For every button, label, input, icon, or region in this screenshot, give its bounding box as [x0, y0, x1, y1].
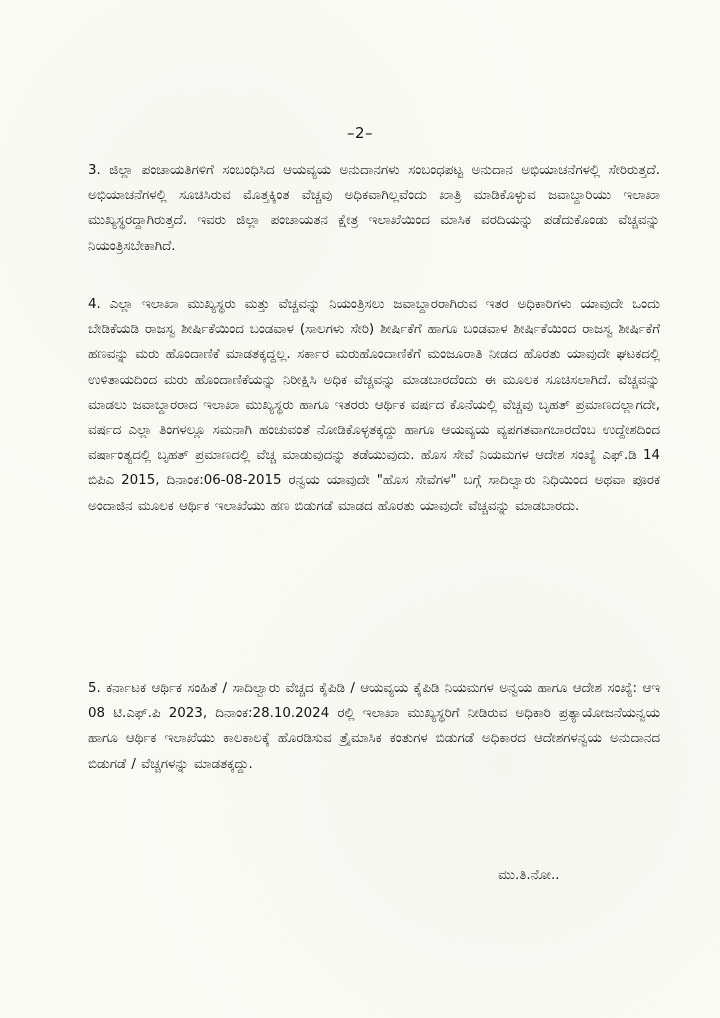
continued-note: ಮು.ತಿ.ನೋ.. — [498, 868, 560, 883]
page-number: –2– — [346, 124, 374, 142]
paragraph-3: 3. ಜಿಲ್ಲಾ ಪಂಚಾಯತಿಗಳಿಗೆ ಸಂಬಂಧಿಸಿದ ಆಯವ್ಯಯ ಅನುದಾನಗಳು ಸಂಬಂಧಪಟ್ಟ ಅನುದಾನ ಅಭಿಯಾಚನೆಗಳಲ್ಲಿ ಸೇರಿರುತ್ತದೆ. ಅಭಿಯಾಚನೆಗಳಲ್ಲಿ ಸೂಚಿಸಿರುವ ಮೊತ್ತಕ್ಕಿಂತ ವೆಚ್ಚವು ಅಧಿಕವಾಗಿಲ್ಲವೆಂದು ಖಾತ್ರಿ ಮಾಡಿಕೊಳ್ಳುವ ಜವಾಬ್ದಾರಿಯು ಇಲಾಖಾ ಮುಖ್ಯಸ್ಥರದ್ದಾಗಿರುತ್ತದೆ. ಇವರು ಜಿಲ್ಲಾ ಪಂಚಾಯತನ ಕ್ಷೇತ್ರ ಇಲಾಖೆಯಿಂದ ಮಾಸಿಕ ವರದಿಯನ್ನು ಪಡೆದುಕೊಂಡು ವೆಚ್ಚವನ್ನು ನಿಯಂತ್ರಿಸಬೇಕಾಗಿದೆ. — [88, 163, 660, 254]
paragraph-5: 5. ಕರ್ನಾಟಕ ಆರ್ಥಿಕ ಸಂಹಿತೆ / ಸಾದಿಲ್ವಾರು ವೆಚ್ಚದ ಕೈಪಿಡಿ / ಆಯವ್ಯಯ ಕೈಪಿಡಿ ನಿಯಮಗಳ ಅನ್ವಯ ಹಾಗೂ ಆದೇಶ ಸಂಖ್ಯೆ: ಆಇ 08 ಟಿ.ಎಫ್.ಪಿ 2023, ದಿನಾಂಕ:28.10.2024 ರಲ್ಲಿ ಇಲಾಖಾ ಮುಖ್ಯಸ್ಥರಿಗೆ ನೀಡಿರುವ ಅಧಿಕಾರಿ ಪ್ರತ್ಯಾಯೋಜನೆಯನ್ವಯ ಹಾಗೂ ಆರ್ಥಿಕ ಇಲಾಖೆಯು ಕಾಲಕಾಲಕ್ಕೆ ಹೊರಡಿಸುವ ತ್ರೈಮಾಸಿಕ ಕಂತುಗಳ ಬಿಡುಗಡೆ ಅಧಿಕಾರದ ಆದೇಶಗಳನ್ವಯ ಅನುದಾನದ ಬಿಡುಗಡೆ / ವೆಚ್ಚಗಳನ್ನು ಮಾಡತಕ್ಕದ್ದು. — [88, 681, 660, 772]
paragraph-4: 4. ಎಲ್ಲಾ ಇಲಾಖಾ ಮುಖ್ಯಸ್ಥರು ಮತ್ತು ವೆಚ್ಚವನ್ನು ನಿಯಂತ್ರಿಸಲು ಜವಾಬ್ದಾರರಾಗಿರುವ ಇತರ ಅಧಿಕಾರಿಗಳು ಯಾವುದೇ ಒಂದು ಬೇಡಿಕೆಯಡಿ ರಾಜಸ್ವ ಶೀರ್ಷಿಕೆಯಿಂದ ಬಂಡವಾಳ (ಸಾಲಗಳು ಸೇರಿ) ಶೀರ್ಷಿಕೆಗೆ ಹಾಗೂ ಬಂಡವಾಳ ಶೀರ್ಷಿಕೆಯಿಂದ ರಾಜಸ್ವ ಶೀರ್ಷಿಕೆಗೆ ಹಣವನ್ನು ಮರು ಹೊಂದಾಣಿಕೆ ಮಾಡತಕ್ಕದ್ದಲ್ಲ. ಸರ್ಕಾರ ಮರುಹೊಂದಾಣಿಕೆಗೆ ಮಂಜೂರಾತಿ ನೀಡದ ಹೊರತು ಯಾವುದೇ ಘಟಕದಲ್ಲಿ ಉಳಿತಾಯದಿಂದ ಮರು ಹೊಂದಾಣಿಕೆಯನ್ನು ನಿರೀಕ್ಷಿಸಿ ಅಧಿಕ ವೆಚ್ಚವನ್ನು ಮಾಡಬಾರದೆಂದು ಈ ಮೂಲಕ ಸೂಚಿಸಲಾಗಿದೆ. ವೆಚ್ಚವನ್ನು ಮಾಡಲು ಜವಾಬ್ದಾರರಾದ ಇಲಾಖಾ ಮುಖ್ಯಸ್ಥರು ಹಾಗೂ ಇತರರು ಆರ್ಥಿಕ ವರ್ಷದ ಕೊನೆಯಲ್ಲಿ ವೆಚ್ಚವು ಬೃಹತ್ ಪ್ರಮಾಣದಲ್ಲಾಗದೇ, ವರ್ಷದ ಎಲ್ಲಾ ತಿಂಗಳಲ್ಲೂ ಸಮನಾಗಿ ಹಂಚುವಂತೆ ನೋಡಿಕೊಳ್ಳತಕ್ಕದ್ದು ಹಾಗೂ ಆಯವ್ಯಯ ವ್ಯಪಗತವಾಗಬಾರದೆಂಬ ಉದ್ದೇಶದಿಂದ ವರ್ಷಾಂತ್ಯದಲ್ಲಿ ಬೃಹತ್ ಪ್ರಮಾಣದಲ್ಲಿ ವೆಚ್ಚ ಮಾಡುವುದನ್ನು ತಡೆಯುವುದು. ಹೊಸ ಸೇವೆ ನಿಯಮಗಳ ಆದೇಶ ಸಂಖ್ಯೆ ಎಫ್.ಡಿ 14 ಬಿಪಿಎ 2015, ದಿನಾಂಕ:06-08-2015 ರನ್ವಯ ಯಾವುದೇ "ಹೊಸ ಸೇವೆಗಳ" ಬಗ್ಗೆ ಸಾದಿಲ್ವಾರು ನಿಧಿಯಿಂದ ಅಥವಾ ಪೂರಕ ಅಂದಾಜಿನ ಮೂಲಕ ಆರ್ಥಿಕ ಇಲಾಖೆಯು ಹಣ ಬಿಡುಗಡೆ ಮಾಡದ ಹೊರತು ಯಾವುದೇ ವೆಚ್ಚವನ್ನು ಮಾಡಬಾರದು. — [88, 297, 660, 514]
